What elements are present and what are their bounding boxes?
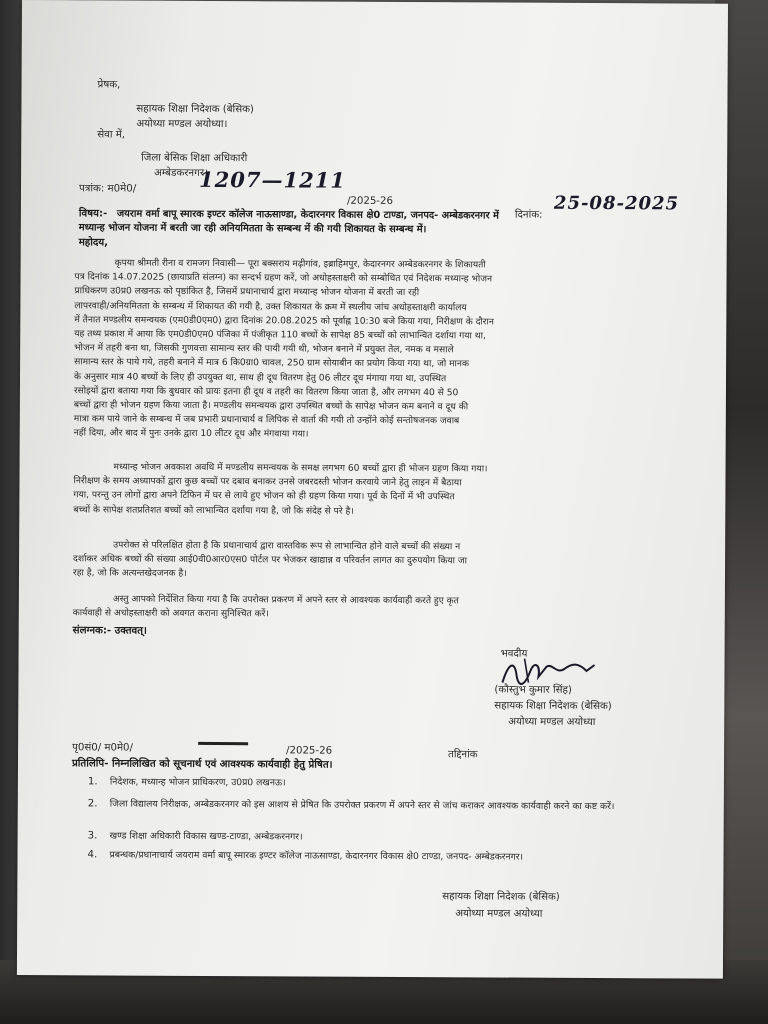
para2-line: मध्यान्ह भोजन अवकाश अवधि में मण्डलीय समन्वयक के समक्ष लगभग 60 बच्चों द्वारा ही भोजन ग्रहण किया गया। bbox=[113, 462, 488, 475]
copy-reference-prefix: पृ0सं0/ म0मे0/ bbox=[72, 742, 134, 754]
para2-line: गया, परन्तु उन लोगों द्वारा अपने टिफिन में घर से लाये हुए भोजन को ही ग्रहण किया गया। पूर्व के दिनों में भी उपस्थित bbox=[73, 490, 455, 503]
paragraph-3 bbox=[73, 538, 663, 584]
recipient-title: जिला बेसिक शिक्षा अधिकारी bbox=[141, 152, 248, 165]
salutation: महोदय, bbox=[78, 237, 109, 249]
letter-page bbox=[17, 0, 728, 979]
para2-line: बच्चों के सापेक्ष शतप्रतिशत बच्चों को लाभान्वित दर्शाया गया है, जो कि संदेह से परे है। bbox=[73, 504, 354, 517]
signatory-title: सहायक शिक्षा निदेशक (बेसिक) bbox=[494, 700, 612, 713]
copy-reference-year: /2025-26 bbox=[286, 745, 333, 757]
copy-item-text: जिला विद्यालय निरीक्षक, अम्बेडकरनगर को इस आशय से प्रेषित कि उपरोक्त प्रकरण में अपने स्तर से जांच कराकर आवश्यक कार्यवाही करने का कष्ट करें। bbox=[109, 798, 615, 813]
copy-item-number: 3. bbox=[87, 830, 98, 842]
handwritten-dash bbox=[198, 742, 248, 745]
subject-label: विषय:- bbox=[78, 208, 108, 220]
copy-signatory-title: सहायक शिक्षा निदेशक (बेसिक) bbox=[442, 891, 560, 903]
para1-line: लापरवाही/अनियमितता के सम्बन्ध में शिकायत की गयी है, उक्त शिकायत के क्रम में स्थलीय जांच अधोहस्ताक्षरी कार्यालय bbox=[74, 300, 467, 313]
to-label: सेवा में, bbox=[97, 129, 126, 141]
date-handwritten: 25-08-2025 bbox=[553, 192, 680, 215]
para4-line: अस्तु आपको निर्देशित किया गया है कि उपरोक्त प्रकरण में अपने स्तर से आवश्यक कार्यवाही करते हुए कृत bbox=[112, 594, 459, 607]
copy-heading: प्रतिलिपि- निम्नलिखित को सूचनार्थ एवं आवश्यक कार्यवाही हेतु प्रेषित। bbox=[71, 758, 333, 771]
date-label: दिनांक: bbox=[514, 209, 543, 221]
para1-line: मात्रा कम पाये जाने के सम्बन्ध में जब प्रभारी प्रधानाचार्य व लिपिक से वार्ता की गयी तो उन्होंने कोई सन्तोषजनक जवाब bbox=[73, 414, 460, 427]
para1-line: भोजन में तहरी बना था, जिसकी गुणवत्ता सामान्य स्तर की पायी गयी थी, भोजन बनाने में प्रयुक्त तेल, नमक व मसाले bbox=[74, 343, 454, 356]
reference-number-handwritten: 1207—1211 bbox=[198, 166, 347, 193]
signatory-office: अयोध्या मण्डल अयोध्या bbox=[508, 716, 596, 729]
reference-year: /2025-26 bbox=[346, 195, 393, 207]
para1-line: सामान्य स्तर के पाये गये, तहरी बनाने में मात्र 6 कि0ग्रा0 चावल, 250 ग्राम सोयाबीन का प्रयोग किया गया था, जो मानक bbox=[74, 357, 469, 370]
para1-line: बच्चों द्वारा ही भोजन ग्रहण किया जाता है। मण्डलीय समन्वयक द्वारा उपस्थित बच्चों के सापेक्ष भोजन कम बनाने व दूध की bbox=[73, 400, 469, 413]
signatory-name: (कौस्तुभ कुमार सिंह) bbox=[494, 684, 572, 696]
para1-line: पत्र दिनांक 14.07.2025 (छायाप्रति संलग्न) का सन्दर्भ ग्रहण करें, जो अधोहस्ताक्षरी को सम्बोधित एवं निदेशक मध्यान्ह भोजन bbox=[74, 272, 493, 285]
para3-line: दर्शाकर अधिक बच्चों की संख्या आई0वी0आर0एस0 पोर्टल पर भेजकर खाद्यान्न व परिवर्तन लागत का दुरुपयोग किया जा bbox=[73, 554, 468, 567]
para1-line: के अनुसार मात्र 40 बच्चों के लिए ही उपयुक्त था, साथ ही दूध वितरण हेतु 06 लीटर दूध मंगाया गया था, उपस्थित bbox=[74, 371, 447, 384]
copy-item-text: प्रबन्धक/प्रधानाचार्य जयराम वर्मा बापू स्मारक इण्टर कॉलेज नाऊसाण्डा, केदारनगर विकास क्षे0 टाण्डा, जनपद- अम्बेडकरनगर। bbox=[109, 849, 524, 863]
enclosure: संलग्नक:- उक्तवत्। bbox=[72, 625, 147, 637]
copy-item-text: निदेशक, मध्यान्ह भोजन प्राधिकरण, उ0प्र0 लखनऊ। bbox=[109, 776, 286, 789]
sender-office: अयोध्या मण्डल अयोध्या। bbox=[136, 118, 228, 131]
copy-item-text: खण्ड शिक्षा अधिकारी विकास खण्ड-टाण्डा, अम्बेडकरनगर। bbox=[109, 830, 303, 843]
recipient-place: अम्बेडकरनगर। bbox=[154, 167, 208, 179]
subject-line-1: जयराम वर्मा बापू स्मारक इण्टर कॉलेज नाऊसाण्डा, केदारनगर विकास क्षे0 टाण्डा, जनपद- अम्बेडकरनगर में bbox=[116, 208, 499, 222]
copy-item-number: 1. bbox=[87, 776, 98, 788]
para3-line: रहा है, जो कि अत्यन्तखेदजनक है। bbox=[72, 568, 187, 580]
paragraph-2 bbox=[73, 460, 663, 520]
para1-line: में तैनात मण्डलीय समन्वयक (एम0डी0एम0) द्वारा दिनांक 20.08.2025 को पूर्वाह्न 10:30 बजे किया गया, निरीक्षण के दौरान bbox=[74, 315, 494, 328]
closing: भवदीय bbox=[500, 648, 528, 660]
copy-item-number: 4. bbox=[87, 849, 98, 861]
para1-line: प्राधिकरण उ0प्र0 लखनऊ को पृष्ठांकित है, जिसमें प्रधानाचार्य द्वारा मध्यान्ह भोजन योजना में बरती जा रही bbox=[74, 286, 420, 299]
para1-line: रसोइयों द्वारा बताया गया कि बुधवार को प्रायः इतना ही दूध व तहरी का वितरण किया जाता है, और लगभग 40 से 50 bbox=[73, 386, 459, 399]
para2-line: निरीक्षण के समय अध्यापकों द्वारा कुछ बच्चों पर दबाव बनाकर उनसे जबरदस्ती भोजन करवाये जाने हेतु लाइन में बैठाया bbox=[73, 476, 462, 489]
subject-line-2: मध्यान्ह भोजन योजना में बरती जा रही अनियमितता के सम्बन्ध में की गयी शिकायत के सम्बन्ध में। bbox=[78, 222, 427, 236]
sender-title: सहायक शिक्षा निदेशक (बेसिक) bbox=[136, 103, 254, 116]
copy-date-label: तद्दिनांक bbox=[448, 749, 478, 761]
para1-line: यह तथ्य प्रकाश में आया कि एम0डी0एम0 पंजिका में पंजीकृत 110 बच्चों के सापेक्ष 85 बच्चों को लाभान्वित दर्शाया गया था, bbox=[74, 329, 486, 342]
para1-line: नहीं दिया, और बाद में पुनः उनके द्वारा 10 लीटर दूध और मंगवाया गया। bbox=[73, 428, 309, 440]
copy-item-number: 2. bbox=[87, 798, 98, 810]
para4-line: कार्यवाही से अधोहस्ताक्षरी को अवगत कराना सुनिश्चित करें। bbox=[72, 608, 269, 620]
copy-signatory-office: अयोध्या मण्डल अयोध्या bbox=[455, 908, 543, 920]
paragraph-1 bbox=[74, 256, 665, 444]
para1-line: कृपया श्रीमती रीना व रामजग निवासी— पूरा बक्सराय मढ़ीगांव, इब्राहिमपुर, केदारनगर अम्बेडकरनगर के शिकायती bbox=[114, 258, 486, 271]
paragraph-4 bbox=[73, 592, 663, 623]
reference-prefix: पत्रांक: म0मे0/ bbox=[78, 183, 137, 195]
sender-label: प्रेषक, bbox=[97, 79, 121, 91]
para3-line: उपरोक्त से परिलक्षित होता है कि प्रधानाचार्य द्वारा वास्तविक रूप से लाभान्वित होने वाले बच्चों की संख्या न bbox=[113, 540, 461, 553]
